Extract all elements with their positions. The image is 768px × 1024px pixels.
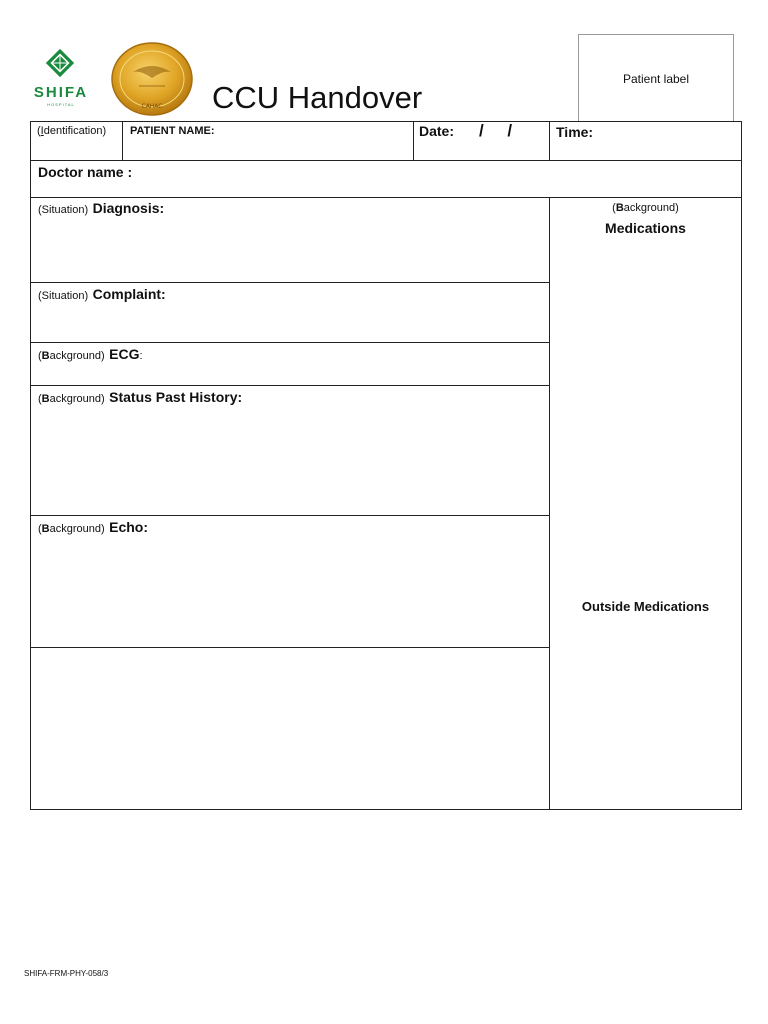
echo-heading: (Background) Echo:	[38, 519, 149, 535]
medications-tag: (Background)	[612, 202, 679, 214]
doctor-name-label: Doctor name :	[38, 164, 133, 180]
logo-subtext: HOSPITAL	[47, 102, 75, 107]
shifa-logo	[26, 46, 96, 112]
date-separators: / /	[479, 121, 513, 140]
patient-label-box	[578, 34, 734, 122]
seal-text: CAHAC	[141, 103, 163, 110]
logo-text: SHIFA	[33, 84, 89, 101]
date-label: Date:	[419, 123, 455, 139]
shifa-diamond-icon	[45, 48, 75, 78]
complaint-heading: (Situation) Complaint:	[38, 286, 166, 302]
medications-column[interactable]	[549, 197, 742, 810]
doctor-name-cell[interactable]	[30, 160, 742, 198]
notes-section[interactable]	[30, 647, 550, 810]
accreditation-seal-icon	[111, 42, 193, 116]
past-history-heading: (Background) Status Past History:	[38, 389, 243, 405]
diagnosis-heading: (Situation) Diagnosis:	[38, 200, 165, 216]
form-code: SHIFA-FRM-PHY-058/3	[24, 969, 109, 978]
page-title: CCU Handover	[212, 80, 423, 115]
medications-heading: Medications	[605, 220, 686, 236]
ecg-heading: (Background) ECG:	[38, 346, 143, 362]
identification-label: (Identification)	[37, 125, 107, 137]
time-label: Time:	[556, 124, 594, 140]
patient-label-text: Patient label	[622, 72, 690, 86]
patient-name-label: PATIENT NAME:	[130, 125, 215, 137]
outside-medications-heading: Outside Medications	[581, 599, 710, 614]
